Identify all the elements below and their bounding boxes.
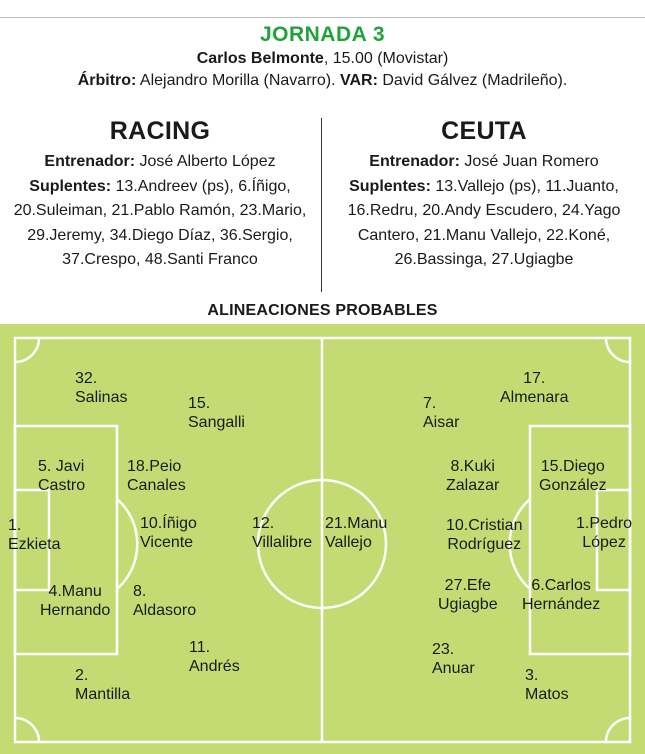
player-label: Ugiagbe <box>438 596 498 613</box>
player-home-5 <box>75 369 127 407</box>
player-label: 2. <box>75 667 89 684</box>
player-away-4 <box>522 576 600 614</box>
away-team-info <box>323 112 645 273</box>
player-label: Zalazar <box>446 477 500 494</box>
player-label: 7. <box>423 395 437 412</box>
player-away-6 <box>446 457 499 495</box>
player-label: 3. <box>525 667 539 684</box>
player-label: 1.Pedro <box>576 515 633 532</box>
player-label: 23. <box>432 641 455 658</box>
player-away-11 <box>325 514 387 552</box>
player-away-2 <box>500 369 568 407</box>
player-label: 1. <box>8 517 22 534</box>
player-away-10 <box>432 640 475 678</box>
player-label: 15. <box>188 395 211 412</box>
away-subs-line-1 <box>323 175 645 200</box>
officials-line <box>0 70 645 92</box>
pitch <box>0 324 645 754</box>
referee: Alejandro Morilla (Navarro). <box>136 72 340 89</box>
player-label: 11. <box>189 639 211 656</box>
corner-arc-top-left <box>15 338 39 362</box>
referee-label: Árbitro: <box>77 72 137 89</box>
player-home-8 <box>140 514 197 552</box>
player-label: Matos <box>525 686 569 703</box>
player-label: Aisar <box>423 414 460 431</box>
player-home-10 <box>189 638 240 676</box>
player-home-9 <box>188 394 245 432</box>
left-penalty-arc <box>117 499 137 589</box>
var-label: VAR: <box>339 72 378 89</box>
corner-arc-bottom-left <box>15 718 39 742</box>
player-away-1 <box>576 514 632 552</box>
player-home-4 <box>40 582 110 620</box>
player-away-3 <box>539 457 607 495</box>
away-coach-name: José Juan Romero <box>459 153 599 170</box>
player-away-8 <box>438 576 498 614</box>
player-label: Mantilla <box>75 686 131 703</box>
player-label: Almenara <box>500 389 569 406</box>
away-subs-line-4: 26.Bassinga, 27.Ugiagbe <box>394 251 574 268</box>
home-team-info <box>0 112 320 273</box>
player-label: 4.Manu <box>48 583 102 600</box>
away-subs-text: 13.Vallejo (ps), 11.Juanto, <box>430 177 619 195</box>
jornada-title: JORNADA 3 <box>259 23 386 46</box>
var-official: David Gálvez (Madrileño). <box>377 72 568 89</box>
home-subs-line-1 <box>0 175 320 200</box>
home-subs-label: Suplentes: <box>29 177 112 195</box>
player-label: Anuar <box>432 660 475 677</box>
player-label: 15.Diego <box>540 458 605 475</box>
away-subs-line-3: Cantero, 21.Manu Vallejo, 22.Koné, <box>357 226 611 244</box>
player-label: 8.Kuki <box>450 458 495 475</box>
home-subs-line-3: 29.Jeremy, 34.Diego Díaz, 36.Sergio, <box>27 226 293 244</box>
home-subs-text: 13.Andreev (ps), 6.Íñigo, <box>111 177 291 195</box>
away-subs-line-2: 16.Redru, 20.Andy Escudero, 24.Yago <box>347 202 621 219</box>
player-away-5 <box>525 666 569 704</box>
player-label: 27.Efe <box>444 577 491 594</box>
player-label: 21.Manu <box>325 515 388 532</box>
player-label: Vicente <box>140 534 194 551</box>
corner-arc-top-right <box>606 338 630 362</box>
player-label: Sangalli <box>188 414 245 431</box>
venue-line <box>0 48 645 70</box>
player-label: Castro <box>38 477 86 494</box>
top-rule <box>0 17 645 18</box>
player-label: Hernando <box>40 602 111 619</box>
player-home-3 <box>38 457 85 495</box>
away-coach-label: Entrenador: <box>369 153 460 170</box>
kickoff-broadcaster: , 15.00 (Movistar) <box>323 50 449 67</box>
lineups-title: ALINEACIONES PROBABLES <box>207 302 438 319</box>
home-coach-label: Entrenador: <box>44 153 136 170</box>
home-coach <box>0 150 320 175</box>
player-label: Andrés <box>189 658 240 675</box>
player-label: 32. <box>75 370 98 387</box>
away-subs-label: Suplentes: <box>349 177 431 195</box>
team-divider <box>321 118 322 292</box>
player-label: Ezkieta <box>8 536 61 553</box>
corner-arc-bottom-right <box>606 718 630 742</box>
player-label: 5. Javi <box>38 458 85 475</box>
home-subs-line-4: 37.Crespo, 48.Santi Franco <box>62 251 258 268</box>
player-label: 18.Peio <box>127 458 182 475</box>
player-label: Rodríguez <box>447 536 522 553</box>
player-label: 17. <box>523 370 546 387</box>
player-label: 6.Carlos <box>531 577 591 594</box>
player-label: López <box>582 534 626 551</box>
player-label: 10.Íñigo <box>140 515 197 532</box>
player-label: Salinas <box>75 389 128 406</box>
home-team-name: RACING <box>109 117 211 145</box>
player-label: Hernández <box>522 596 601 613</box>
player-away-7 <box>446 516 522 554</box>
home-coach-name: José Alberto López <box>135 153 276 170</box>
player-home-11 <box>252 514 312 552</box>
player-label: Vallejo <box>325 534 372 551</box>
player-home-1 <box>8 516 60 554</box>
away-coach <box>323 150 645 175</box>
player-label: González <box>539 477 607 494</box>
stadium: Carlos Belmonte <box>196 50 324 67</box>
away-team-name: CEUTA <box>441 117 527 145</box>
player-label: Canales <box>127 477 186 494</box>
player-label: 12. <box>252 515 275 532</box>
player-home-7 <box>133 582 196 620</box>
match-header <box>0 22 645 92</box>
player-label: 10.Cristian <box>446 517 523 534</box>
player-away-9 <box>423 394 459 432</box>
player-label: 8. <box>133 583 147 600</box>
player-label: Aldasoro <box>133 602 197 619</box>
home-subs-line-2: 20.Suleiman, 21.Pablo Ramón, 23.Mario, <box>13 202 307 219</box>
player-home-2 <box>75 666 130 704</box>
player-label: Villalibre <box>252 534 313 551</box>
player-home-6 <box>127 457 186 495</box>
